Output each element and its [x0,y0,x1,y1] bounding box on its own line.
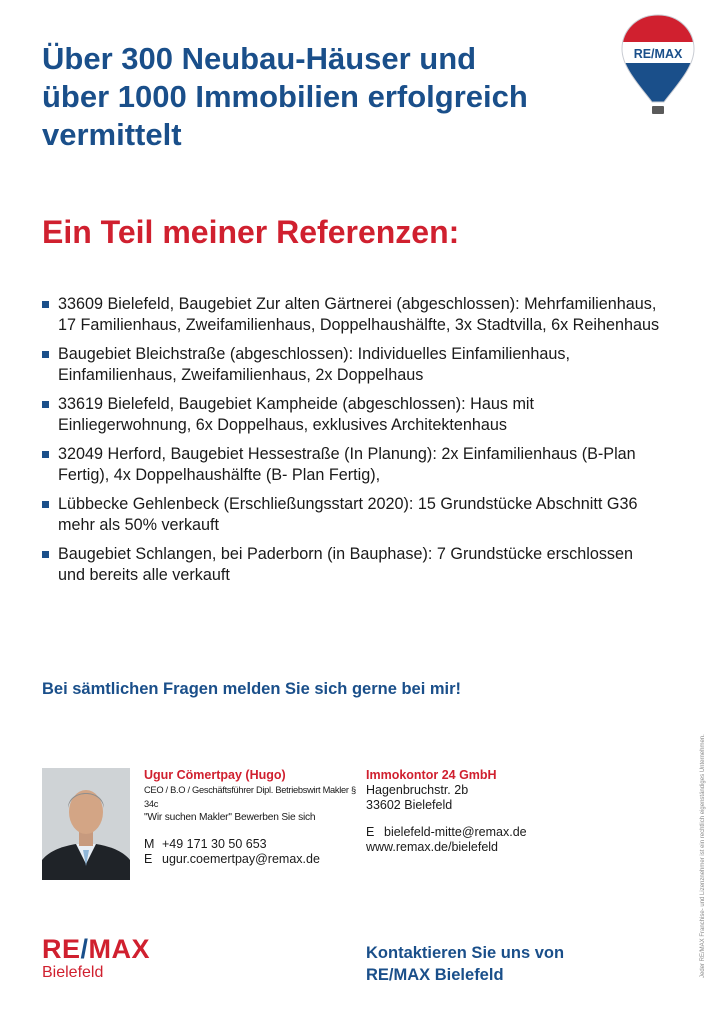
agent-email-row [144,852,359,867]
wordmark-re: RE [42,934,81,964]
agent-title: CEO / B.O / Geschäftsführer Dipl. Betriebswirt Makler § 34c [144,785,356,809]
square-bullet-icon [42,501,49,508]
reference-item [42,294,662,336]
square-bullet-icon [42,551,49,558]
email-label: E [366,825,375,839]
headline-line-1: Über 300 Neubau-Häuser und [42,41,477,76]
office-website-link[interactable]: www.remax.de/bielefeld [366,840,499,854]
wordmark-max: MAX [88,934,151,964]
agent-photo [42,768,130,880]
agent-slogan: "Wir suchen Makler" Bewerben Sie sich [144,812,316,823]
email-label: E [144,852,153,866]
remax-bielefeld-logo [42,936,150,984]
cta-line-2: RE/MAX Bielefeld [366,966,504,984]
phone-label: M [144,837,155,851]
logo-city: Bielefeld [42,964,104,981]
office-email-link[interactable]: bielefeld-mitte@remax.de [384,825,527,839]
headline-line-3: vermittelt [42,117,182,152]
office-email-row [366,825,596,840]
reference-item [42,544,662,586]
square-bullet-icon [42,351,49,358]
reference-text: Lübbecke Gehlenbeck (Erschließungsstart 2020): 15 Grundstücke Abschnitt G36 mehr als 50% verkauft [58,495,638,534]
legal-disclaimer: Jeder RE/MAX Franchise- und Lizenznehmer ist ein rechtlich eigenständiges Unternehmen. [700,734,706,978]
headline [42,40,612,154]
reference-item [42,494,662,536]
square-bullet-icon [42,401,49,408]
agent-contact-block [144,767,359,867]
reference-text: Baugebiet Bleichstraße (abgeschlossen): Individuelles Einfamilienhaus, Einfamilienhaus, Zweifamilienhaus, 2x Doppelhaus [58,345,570,384]
remax-balloon-logo [619,12,697,120]
call-to-action [366,942,564,986]
references-list [42,294,662,594]
references-heading: Ein Teil meiner Referenzen: [42,214,460,250]
reference-item [42,444,662,486]
contact-question: Bei sämtlichen Fragen melden Sie sich gerne bei mir! [42,680,462,698]
agent-phone-row [144,837,359,852]
office-street: Hagenbruchstr. 2b [366,783,469,797]
reference-text: Baugebiet Schlangen, bei Paderborn (in Bauphase): 7 Grundstücke erschlossen und bereits alle verkauft [58,545,634,584]
reference-text: 33609 Bielefeld, Baugebiet Zur alten Gärtnerei (abgeschlossen): Mehrfamilienhaus, 17 Familienhaus, Zweifamilienhaus, Doppelhaushälfte, 3x Stadtvilla, 6x Reihenhaus [58,295,660,334]
office-city: 33602 Bielefeld [366,798,453,812]
remax-wordmark [42,936,150,962]
headline-line-2: über 1000 Immobilien erfolgreich [42,79,528,114]
reference-text: 32049 Herford, Baugebiet Hessestraße (In Planung): 2x Einfamilienhaus (B-Plan Fertig), 4x Doppelhaushälfte (B- Plan Fertig), [58,445,636,484]
square-bullet-icon [42,301,49,308]
wordmark-slash: / [80,934,89,964]
office-name: Immokontor 24 GmbH [366,768,497,782]
agent-email-link[interactable]: ugur.coemertpay@remax.de [162,852,320,866]
agent-name: Ugur Cömertpay (Hugo) [144,768,286,782]
person-portrait-icon [42,768,130,880]
square-bullet-icon [42,451,49,458]
office-website-row [366,840,596,855]
reference-text: 33619 Bielefeld, Baugebiet Kampheide (abgeschlossen): Haus mit Einliegerwohnung, 6x Doppelhaus, exklusives Architektenhaus [58,395,535,434]
office-contact-block [366,767,596,855]
reference-item [42,394,662,436]
agent-phone-link[interactable]: +49 171 30 50 653 [162,837,267,851]
balloon-label: RE/MAX [633,47,683,61]
reference-item [42,344,662,386]
cta-line-1: Kontaktieren Sie uns von [366,944,565,962]
